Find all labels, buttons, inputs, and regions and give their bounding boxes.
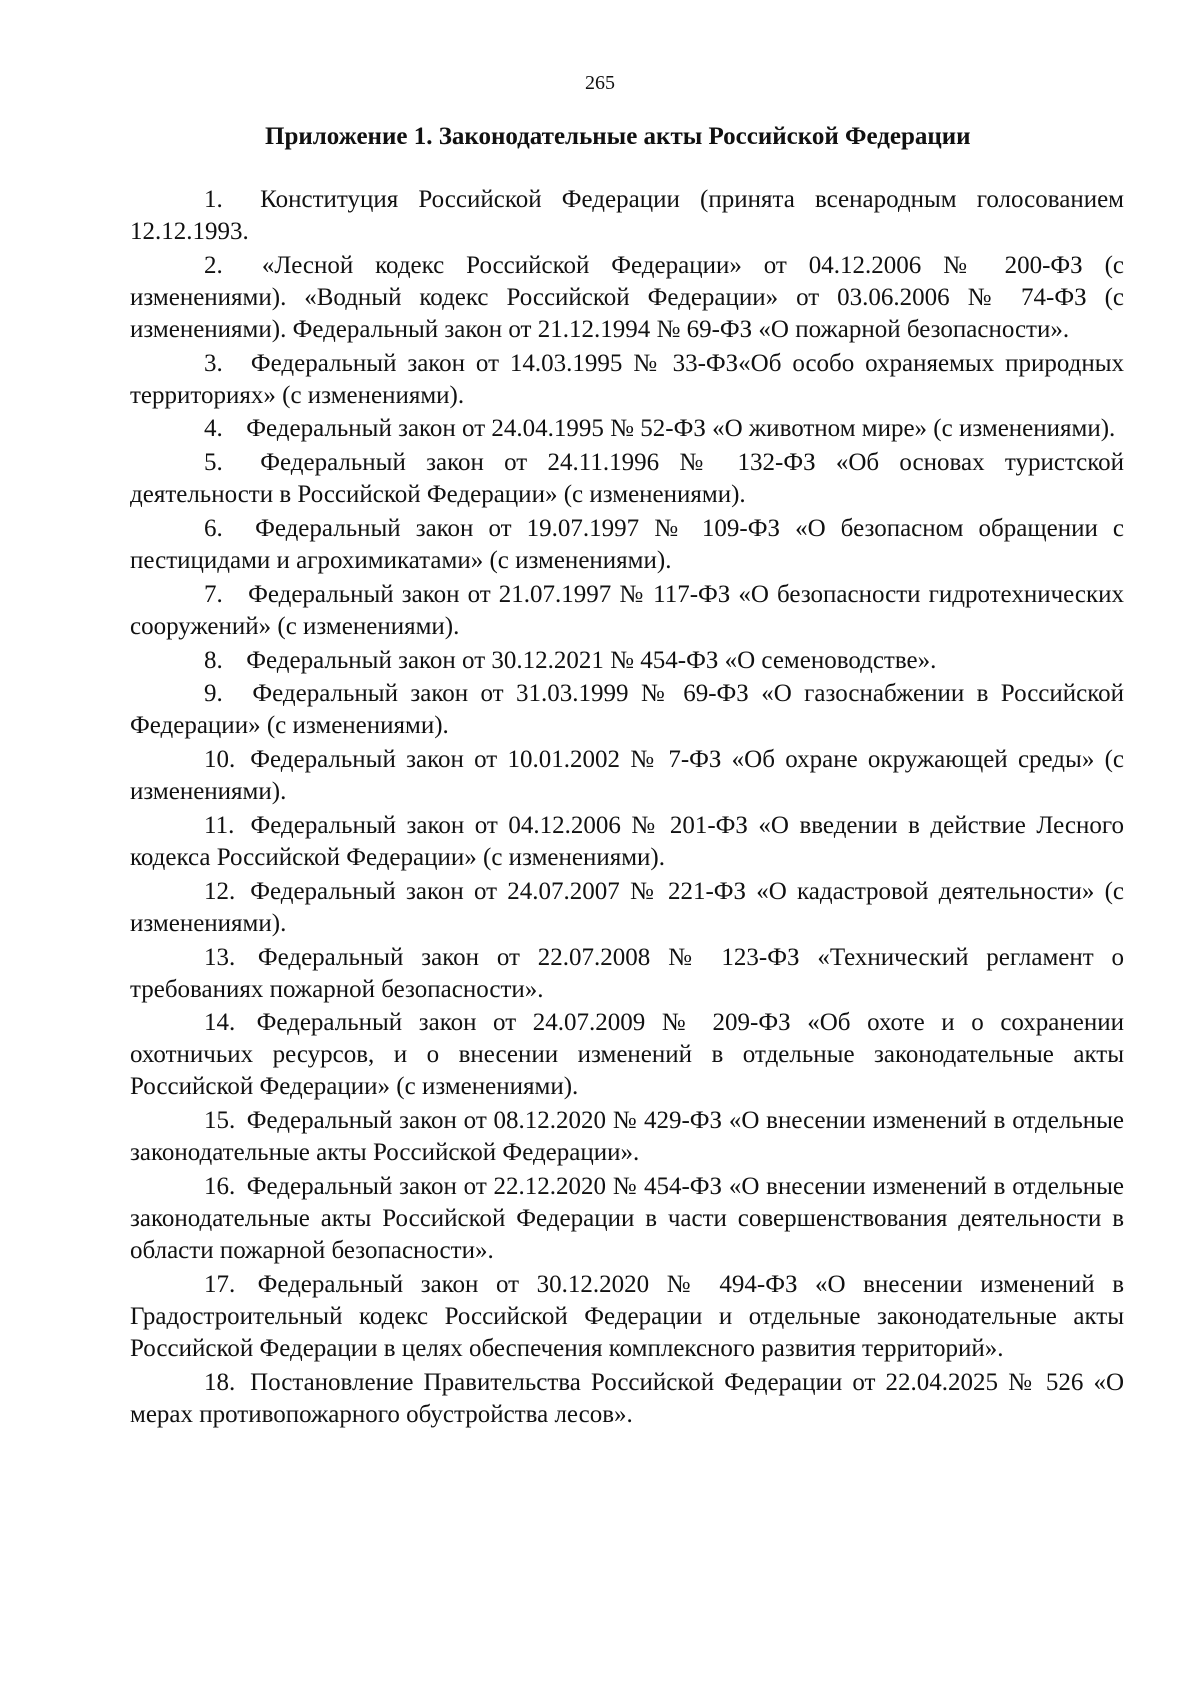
list-item	[130, 645, 1124, 677]
list-item	[130, 942, 1124, 1006]
item-number: 1.	[204, 186, 223, 213]
list-item	[130, 678, 1124, 742]
list-item	[130, 447, 1124, 511]
list-item	[130, 1171, 1124, 1267]
item-number: 8.	[204, 646, 223, 674]
item-text: Федеральный закон от 24.07.2007 № 221-ФЗ «О кадастровой деятельности» (с изменениями).	[130, 877, 1125, 937]
item-number: 15.	[204, 1107, 236, 1135]
item-text: Федеральный закон от 10.01.2002 № 7-ФЗ «Об охране окружающей среды» (с изменениями).	[130, 746, 1125, 806]
item-number: 5.	[204, 449, 223, 477]
list-item	[130, 1269, 1124, 1365]
list-item	[130, 513, 1124, 577]
item-number: 3.	[204, 349, 223, 377]
page-number: 265	[585, 72, 615, 94]
item-text: Постановление Правительства Российской Федерации от 22.04.2025 № 526 «О мерах противопожарного обустройства лесов».	[130, 1368, 1124, 1428]
list-item	[130, 1007, 1124, 1103]
item-number: 9.	[204, 680, 223, 708]
list-item	[130, 1105, 1124, 1169]
item-number: 10.	[204, 746, 236, 774]
item-number: 4.	[204, 415, 223, 443]
item-number: 16.	[204, 1172, 236, 1200]
list-item	[130, 348, 1124, 412]
item-number: 6.	[204, 514, 223, 542]
item-text: Федеральный закон от 24.07.2009 № 209-ФЗ «Об охоте и о сохранении охотничьих ресурсов, и о внесении изменений в отдельные законодательные акты Российской Федерации» (с изменениями).	[130, 1009, 1124, 1101]
item-text: Федеральный закон от 04.12.2006 № 201-ФЗ «О введении в действие Лесного кодекса Российской Федерации» (с изменениями).	[130, 811, 1124, 871]
list-item	[130, 184, 1124, 248]
item-text: Федеральный закон от 30.12.2020 № 494-ФЗ «О внесении изменений в Градостроительный кодекс Российской Федерации и отдельные законодательные акты Российской Федерации в целях обеспечения комплексного развития территорий».	[130, 1270, 1125, 1362]
list-item	[130, 810, 1124, 874]
item-number: 18.	[204, 1368, 236, 1396]
page-title: Приложение 1. Законодательные акты Российской Федерации	[265, 123, 971, 150]
item-text: Федеральный закон от 24.11.1996 № 132-ФЗ «Об основах туристской деятельности в Российской Федерации» (с изменениями).	[130, 449, 1125, 509]
list-item	[130, 1367, 1124, 1431]
list-item	[130, 413, 1124, 445]
item-number: 14.	[204, 1009, 236, 1037]
list-item	[130, 744, 1124, 808]
item-number: 17.	[204, 1270, 236, 1298]
item-number: 11.	[204, 811, 235, 839]
item-text: Федеральный закон от 30.12.2021 № 454-ФЗ «О семеноводстве».	[246, 646, 937, 674]
item-text: Федеральный закон от 31.03.1999 № 69-ФЗ «О газоснабжении в Российской Федерации» (с изменениями).	[130, 680, 1124, 740]
item-text: Федеральный закон от 21.07.1997 № 117-ФЗ «О безопасности гидротехнических сооружений» (с изменениями).	[130, 580, 1124, 640]
list-item	[130, 579, 1124, 643]
item-text: Федеральный закон от 22.07.2008 № 123-ФЗ «Технический регламент о требованиях пожарной безопасности».	[130, 943, 1124, 1003]
item-number: 7.	[204, 580, 223, 608]
item-text: «Лесной кодекс Российской Федерации» от 04.12.2006 № 200-ФЗ (с изменениями). «Водный кодекс Российской Федерации» от 03.06.2006 № 74-ФЗ (с изменениями). Федеральный закон от 21.12.1994 № 69-ФЗ «О пожарной безопасности».	[130, 251, 1124, 343]
list-item	[130, 250, 1124, 346]
item-number: 13.	[204, 943, 236, 971]
item-text: Федеральный закон от 14.03.1995 № 33-ФЗ«Об особо охраняемых природных территориях» (с изменениями).	[130, 349, 1124, 409]
item-text: Федеральный закон от 22.12.2020 № 454-ФЗ «О внесении изменений в отдельные законодательные акты Российской Федерации в части совершенствования деятельности в области пожарной безопасности».	[130, 1172, 1124, 1264]
item-number: 2.	[204, 251, 223, 279]
item-text: Федеральный закон от 19.07.1997 № 109-ФЗ «О безопасном обращении с пестицидами и агрохимикатами» (с изменениями).	[130, 514, 1125, 574]
item-number: 12.	[204, 877, 236, 905]
item-text: Федеральный закон от 08.12.2020 № 429-ФЗ «О внесении изменений в отдельные законодательные акты Российской Федерации».	[130, 1107, 1124, 1167]
legal-acts-list	[130, 184, 1124, 1432]
list-item	[130, 876, 1124, 940]
item-text: Федеральный закон от 24.04.1995 № 52-ФЗ «О животном мире» (с изменениями).	[246, 415, 1116, 443]
item-text: Конституция Российской Федерации (принята всенародным голосованием 12.12.1993.	[130, 186, 1124, 245]
